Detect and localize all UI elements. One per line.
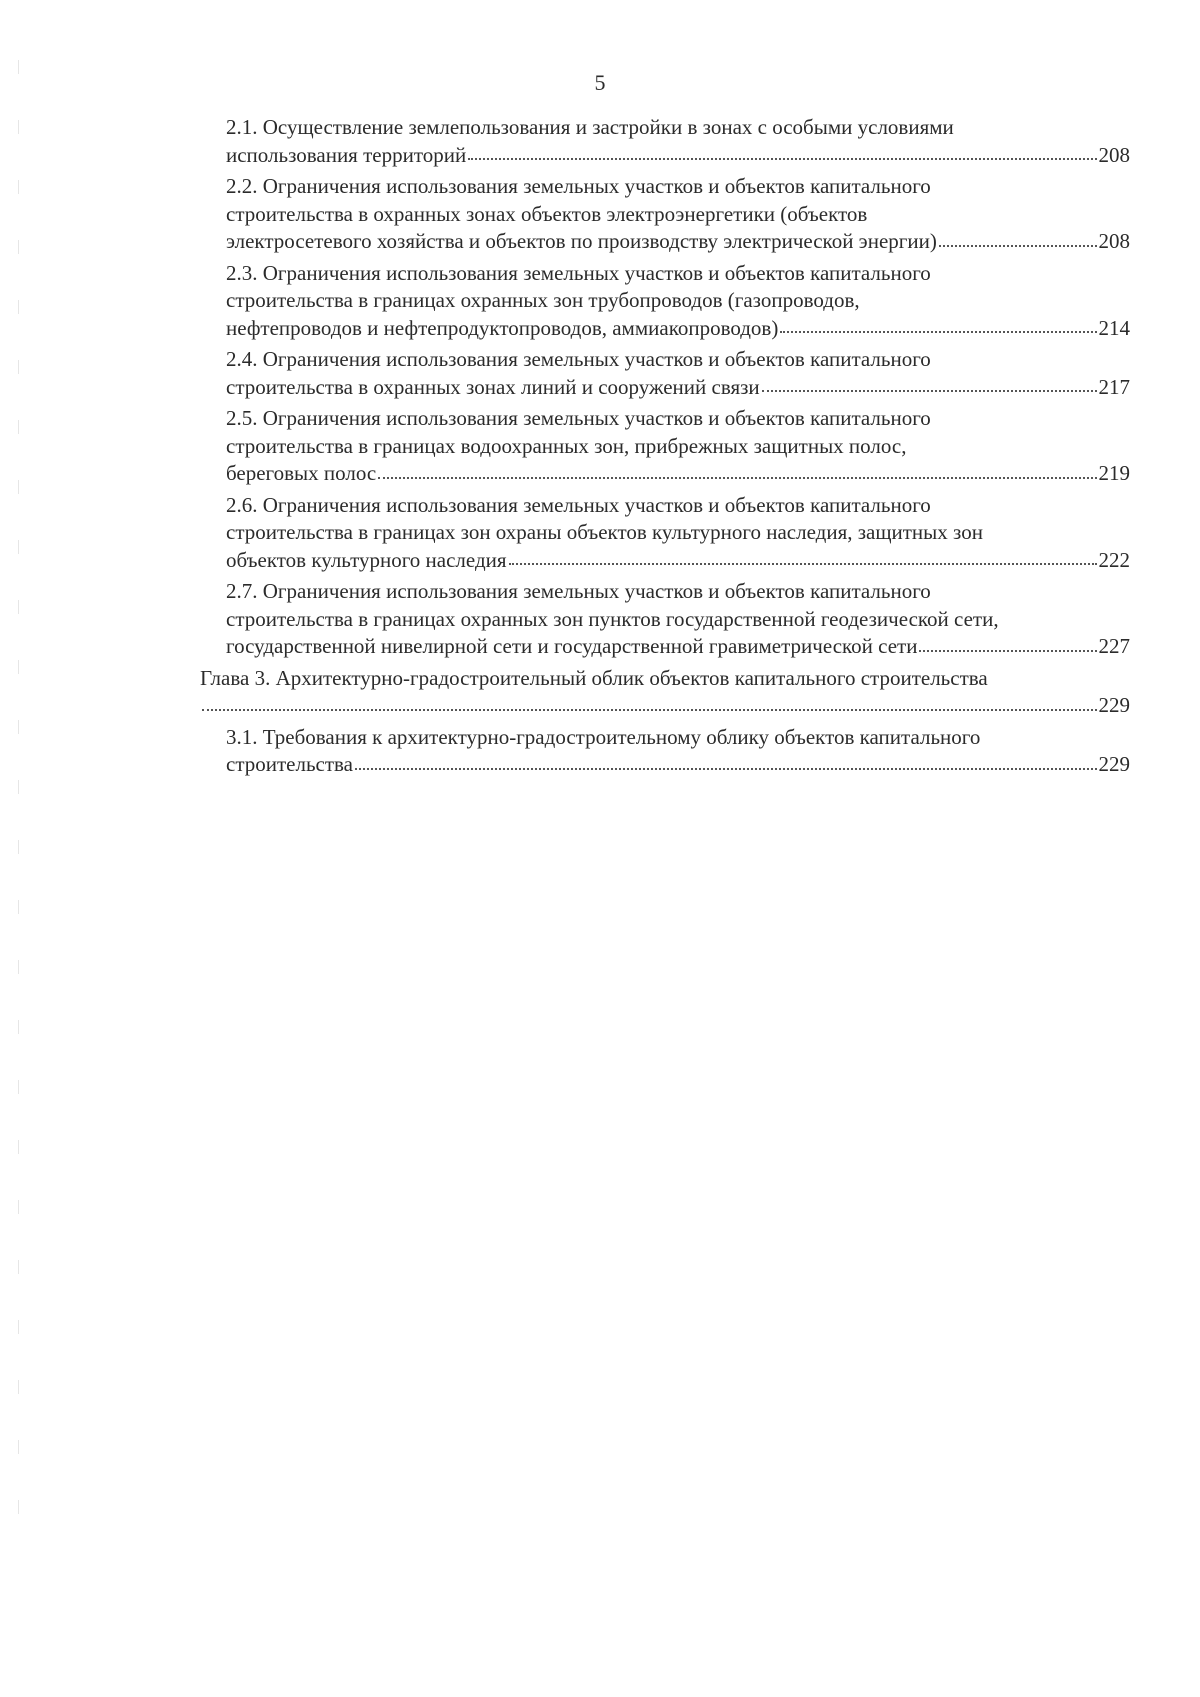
dot-leader xyxy=(919,650,1096,652)
toc-page-number: 219 xyxy=(1098,461,1130,485)
toc-entry-title-line: 2.6. Ограничения использования земельных участков и объектов капитального xyxy=(226,492,931,517)
toc-entry[interactable] xyxy=(200,578,1130,661)
toc-page-number: 208 xyxy=(1098,142,1130,167)
table-of-contents xyxy=(200,114,1130,783)
scan-edge-artifact xyxy=(18,60,19,1520)
toc-entry[interactable] xyxy=(200,724,1130,779)
toc-entry-last-line xyxy=(226,633,1130,661)
toc-entry[interactable] xyxy=(200,260,1130,343)
toc-entry-title-line: строительства в границах охранных зон пунктов государственной геодезической сети, xyxy=(226,606,999,631)
toc-entry-title-line: 2.3. Ограничения использования земельных участков и объектов капитального xyxy=(226,260,931,285)
toc-entry-last-line xyxy=(226,751,1130,779)
toc-page-number: 222 xyxy=(1098,547,1130,572)
toc-entry-title-line: береговых полос xyxy=(226,461,377,485)
toc-entry-last-line xyxy=(226,460,1130,488)
toc-page-number: 217 xyxy=(1098,374,1130,399)
toc-entry-title-line: 2.2. Ограничения использования земельных участков и объектов капитального xyxy=(226,174,931,198)
toc-entry-title-line: 2.5. Ограничения использования земельных участков и объектов капитального xyxy=(226,406,931,430)
toc-entry[interactable] xyxy=(200,405,1130,488)
toc-entry-title-line: 2.7. Ограничения использования земельных участков и объектов капитального xyxy=(226,579,931,603)
toc-entry-title-line: нефтепроводов и нефтепродуктопроводов, аммиакопроводов) xyxy=(226,315,779,340)
toc-entry[interactable] xyxy=(200,492,1130,575)
toc-entry-title-line: Глава 3. Архитектурно-градостроительный облик объектов капитального строительства xyxy=(200,665,988,690)
toc-entry-last-line xyxy=(226,547,1130,575)
dot-leader xyxy=(509,563,1097,565)
toc-entry-title-line: строительства в границах зон охраны объектов культурного наследия, защитных зон xyxy=(226,520,983,544)
toc-entry-title-line: строительства в границах охранных зон трубопроводов (газопроводов, xyxy=(226,288,860,312)
page-number: 5 xyxy=(594,70,606,95)
toc-entry-title-line: электросетевого хозяйства и объектов по производству электрической энергии) xyxy=(226,229,937,253)
toc-page-number: 208 xyxy=(1098,229,1130,253)
toc-entry-last-line xyxy=(226,374,1130,402)
toc-entry[interactable] xyxy=(200,346,1130,401)
toc-page-number: 229 xyxy=(1098,693,1130,717)
toc-entry-title-line: 3.1. Требования к архитектурно-градостроительному облику объектов капитального xyxy=(226,724,981,749)
toc-page-number: 229 xyxy=(1098,752,1130,776)
dot-leader xyxy=(202,709,1097,711)
toc-entry-title-line: использования территорий xyxy=(226,142,467,167)
toc-entry[interactable] xyxy=(200,173,1130,256)
toc-entry-title-line: строительства xyxy=(226,752,354,776)
toc-entry-title-line: строительства в охранных зонах объектов электроэнергетики (объектов xyxy=(226,201,868,226)
dot-leader xyxy=(468,158,1096,160)
toc-page-number: 214 xyxy=(1098,315,1130,340)
dot-leader xyxy=(762,390,1097,392)
toc-entry-last-line xyxy=(226,315,1130,343)
toc-entry-last-line xyxy=(200,692,1130,720)
toc-entry-title-line: строительства в границах водоохранных зон, прибрежных защитных полос, xyxy=(226,433,907,458)
dot-leader xyxy=(378,477,1096,479)
toc-entry-last-line xyxy=(226,228,1130,256)
toc-entry-last-line xyxy=(226,142,1130,170)
toc-entry-title-line: 2.4. Ограничения использования земельных участков и объектов капитального xyxy=(226,347,931,371)
dot-leader xyxy=(355,768,1096,770)
toc-entry-title-line: 2.1. Осуществление землепользования и застройки в зонах с особыми условиями xyxy=(226,115,954,139)
dot-leader xyxy=(780,331,1096,333)
toc-entry-title-line: объектов культурного наследия xyxy=(226,547,507,572)
toc-entry[interactable] xyxy=(200,665,1130,720)
dot-leader xyxy=(939,245,1097,247)
toc-entry-title-line: строительства в охранных зонах линий и сооружений связи xyxy=(226,374,760,399)
toc-entry[interactable] xyxy=(200,114,1130,169)
toc-entry-title-line: государственной нивелирной сети и государственной гравиметрической сети xyxy=(226,634,918,658)
toc-page-number: 227 xyxy=(1098,634,1130,658)
